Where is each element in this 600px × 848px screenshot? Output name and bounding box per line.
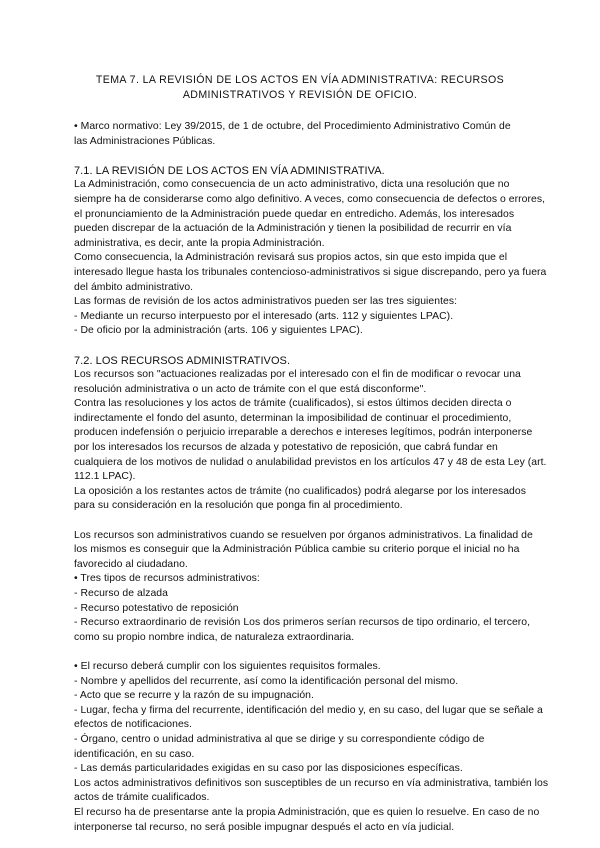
text-line: identificación, en su caso. (74, 748, 195, 760)
paragraph (74, 529, 533, 646)
text-line: interponerse tal recurso, no será posible impugnar después el acto en vía judicial. (74, 821, 455, 833)
text-line: favorecido al ciudadano. (74, 558, 188, 570)
text-line: • El recurso deberá cumplir con los siguientes requisitos formales. (74, 660, 381, 672)
text-line: Los recursos son "actuaciones realizadas por el interesado con el fin de modificar o revocar una (74, 369, 521, 381)
text-line: - Recurso de alzada (74, 588, 168, 599)
text-line: 112.1 LPAC). (74, 471, 136, 483)
heading-text: 7.2. LOS RECURSOS ADMINISTRATIVOS. (74, 354, 291, 367)
document-title (74, 73, 526, 103)
text-line: - De oficio por la administración (arts. 106 y siguientes LPAC). (74, 325, 363, 337)
text-line: las Administraciones Públicas. (74, 135, 216, 147)
paragraph-gap (74, 339, 526, 354)
text-line: - Las demás particularidades exigidas en su caso por las disposiciones específicas. (74, 763, 463, 775)
paragraph-gap (74, 149, 526, 164)
text-line: indirectamente el fondo del asunto, determinan la imposibilidad de continuar el procedimiento, (74, 412, 512, 424)
text-line: como su propio nombre indica, de naturaleza extraordinaria. (74, 631, 355, 643)
text-line: • Marco normativo: Ley 39/2015, de 1 de octubre, del Procedimiento Administrativo Común de (74, 121, 511, 132)
text-line: Como consecuencia, la Administración revisará sus propios actos, sin que esto impida que el (74, 252, 508, 264)
text-line: • Tres tipos de recursos administrativos: (74, 573, 260, 585)
document-body (74, 120, 549, 835)
title-line-2: ADMINISTRATIVOS Y REVISIÓN DE OFICIO. (182, 89, 418, 101)
text-line: efectos de notificaciones. (74, 719, 192, 731)
text-line: cualquiera de los motivos de nulidad o anulabilidad previstos en los artículos 47 y 48 de esta Ley (art. (74, 456, 547, 468)
text-line: - Lugar, fecha y firma del recurrente, identificación del medio y, en su caso, del lugar que se señale a (74, 704, 543, 716)
text-line: para su consideración en la resolución que ponga fin al procedimiento. (74, 500, 403, 512)
text-line: el pronunciamiento de la Administración puede quedar en entredicho. Además, los interesados (74, 208, 515, 220)
text-line: La oposición a los restantes actos de trámite (no cualificados) podrá alegarse por los interesados (74, 485, 526, 497)
text-line: por los interesados los recursos de alzada y potestativo de reposición, que cabrá fundar en (74, 442, 498, 454)
text-line: - Recurso extraordinario de revisión Los dos primeros serían recursos de tipo ordinario, el tercero, (74, 617, 531, 629)
paragraph (74, 120, 526, 149)
text-line: - Mediante un recurso interpuesto por el interesado (arts. 112 y siguientes LPAC). (74, 310, 454, 322)
text-line: Las formas de revisión de los actos administrativos pueden ser las tres siguientes: (74, 296, 458, 308)
text-line: - Acto que se recurre y la razón de su impugnación. (74, 690, 314, 702)
text-line: - Recurso potestativo de reposición (74, 602, 239, 614)
text-line: Los actos administrativos definitivos son susceptibles de un recurso en vía administrativa, también los (74, 777, 549, 789)
paragraph-gap (74, 645, 526, 660)
heading-text: 7.1. LA REVISIÓN DE LOS ACTOS EN VÍA ADMINISTRATIVA. (74, 164, 385, 177)
section-heading (74, 164, 526, 179)
text-line: siempre ha de considerarse como algo definitivo. A veces, como consecuencia de defectos o errores, (74, 193, 546, 205)
text-line: - Órgano, centro o unidad administrativa al que se dirige y su correspondiente código de (74, 733, 485, 745)
text-line: La Administración, como consecuencia de un acto administrativo, dicta una resolución que no (74, 179, 510, 191)
text-line: resolución administrativa o un acto de trámite con el que está disconforme". (74, 383, 427, 395)
paragraph (74, 660, 549, 835)
text-line: del ámbito administrativo. (74, 281, 194, 293)
text-line: actos de trámite cualificados. (74, 792, 210, 804)
title-line-1: TEMA 7. LA REVISIÓN DE LOS ACTOS EN VÍA ADMINISTRATIVA: RECURSOS (95, 74, 505, 86)
text-line: El recurso ha de presentarse ante la propia Administración, que es quien lo resuelve. En caso de no (74, 806, 540, 818)
text-line: interesado llegue hasta los tribunales contencioso-administrativos si sigue discrepando, pero ya fuera (74, 266, 547, 278)
text-line: - Nombre y apellidos del recurrente, así como la identificación personal del mismo. (74, 675, 459, 687)
text-line: Los recursos son administrativos cuando se resuelven por órganos administrativos. La finalidad de (74, 529, 533, 541)
text-line: pueden discrepar de la actuación de la Administración y tienen la posibilidad de recurrir en vía (74, 223, 512, 235)
text-line: los mismos es conseguir que la Administración Pública cambie su criterio porque el inicial no ha (74, 544, 520, 556)
paragraph (74, 368, 547, 514)
paragraph-gap (74, 514, 526, 529)
text-line: Contra las resoluciones y los actos de trámite (cualificados), si estos últimos deciden directa o (74, 398, 512, 410)
text-line: producen indefensión o perjuicio irreparable a derechos e intereses legítimos, podrán interponerse (74, 427, 533, 439)
paragraph (74, 178, 547, 339)
text-line: administrativa, es decir, ante la propia Administración. (74, 237, 325, 249)
section-heading (74, 354, 526, 369)
